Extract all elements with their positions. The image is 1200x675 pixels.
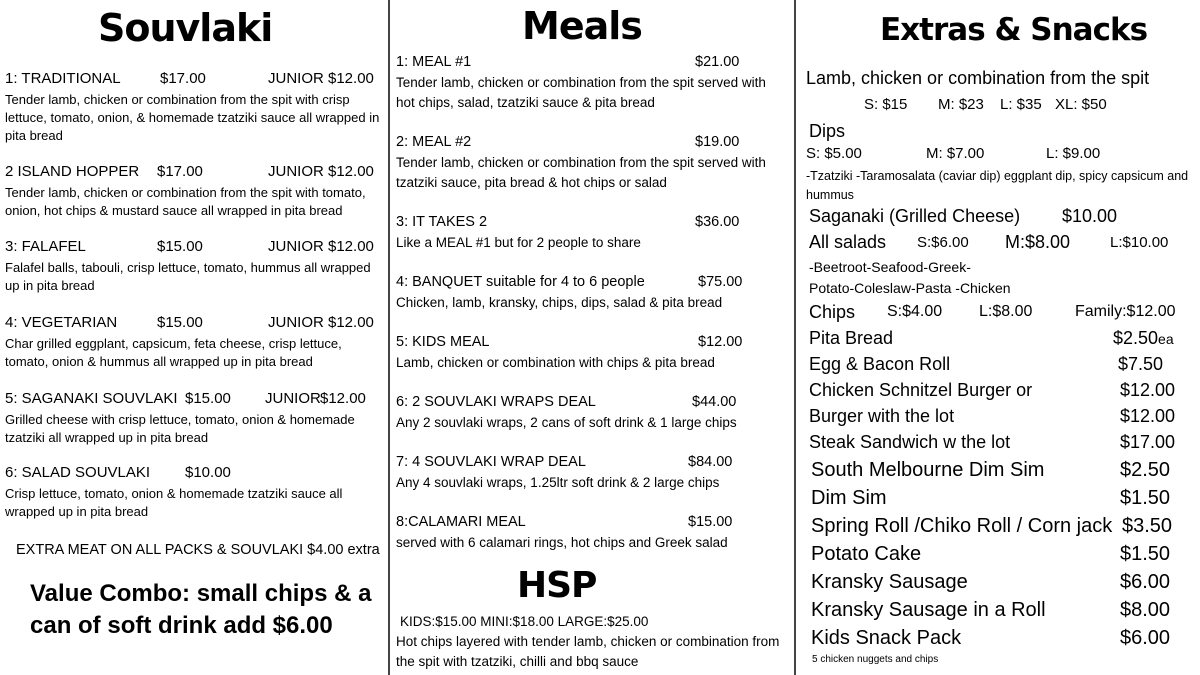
value-combo-line-1: Value Combo: small chips & a [30,580,372,607]
snack-item-price: $12.00 [1120,380,1176,400]
souvlaki-item-price: $15.00 [157,314,203,331]
meal-item-desc: served with 6 calamari rings, hot chips and Greek salad [396,535,728,550]
hsp-desc-line-1: Hot chips layered with tender lamb, chicken or combination from [396,634,780,649]
chips-family: Family:$12.00 [1075,303,1176,320]
snack-item-price: $1.50 [1120,543,1171,565]
saganaki-name: Saganaki (Grilled Cheese) [809,206,1021,226]
spit-size-xl: XL: $50 [1055,96,1107,113]
spit-size-l: L: $35 [1000,96,1042,113]
snack-item-name: Spring Roll /Chiko Roll / Corn jack [811,515,1113,537]
spit-size-s: S: $15 [864,96,908,113]
salads-list-line-1: -Beetroot-Seafood-Greek- [809,259,971,275]
hsp-heading: HSP [517,565,597,606]
souvlaki-item-name: 5: SAGANAKI SOUVLAKI [5,390,178,407]
meal-item-price: $36.00 [695,214,740,230]
meal-item-name: 5: KIDS MEAL [396,334,490,350]
meal-item-name: 1: MEAL #1 [396,54,472,70]
meal-item-desc: Tender lamb, chicken or combination from the spit served with tzatziki sauce, pita bread & hot chips or salad [396,155,766,190]
salads-m: M:$8.00 [1005,232,1071,252]
snack-item-name: Kransky Sausage [811,571,968,593]
souvlaki-item-junior-price: $12.00 [328,238,374,255]
souvlaki-item-junior-label: JUNIOR [268,163,324,180]
souvlaki-item-junior-label: JUNIOR [265,390,321,407]
snack-item-price: $17.00 [1120,432,1176,452]
kids-pack-note: 5 chicken nuggets and chips [812,654,939,665]
meals-heading: Meals [522,4,642,48]
snack-item-price: $2.50 [1120,459,1171,481]
snack-item-name: Kids Snack Pack [811,627,962,649]
extra-meat-note: EXTRA MEAT ON ALL PACKS & SOUVLAKI $4.00 extra [16,542,380,558]
meal-item-desc: Any 2 souvlaki wraps, 2 cans of soft drink & 1 large chips [396,415,737,430]
dips-size-m: M: $7.00 [926,145,985,162]
meal-item-desc: Chicken, lamb, kransky, chips, dips, salad & pita bread [396,295,723,310]
salads-name: All salads [809,232,887,252]
snack-item-price: $8.00 [1120,599,1171,621]
meal-item-price: $19.00 [695,134,740,150]
salads-s: S:$6.00 [917,234,969,251]
snack-item-price: $1.50 [1120,487,1171,509]
meal-item-name: 7: 4 SOUVLAKI WRAP DEAL [396,454,586,470]
meal-item-price: $15.00 [688,514,733,530]
hsp-desc-line-2: the spit with tzatziki, chilli and bbq sauce [396,654,639,669]
spit-line: Lamb, chicken or combination from the spit [806,68,1150,88]
saganaki-price: $10.00 [1062,206,1118,226]
snack-item-name: Dim Sim [811,487,887,509]
meal-item-price: $21.00 [695,54,740,70]
souvlaki-item-desc: Falafel balls, tabouli, crisp lettuce, tomato, hummus all wrapped up in pita bread [5,260,371,293]
souvlaki-item-name: 1: TRADITIONAL [5,70,121,87]
snack-item-name: Steak Sandwich w the lot [809,432,1011,452]
souvlaki-item-price: $15.00 [157,238,203,255]
dips-size-s: S: $5.00 [806,145,862,162]
meal-item-price: $84.00 [688,454,733,470]
souvlaki-item-price: $15.00 [185,390,231,407]
hsp-sizes: KIDS:$15.00 MINI:$18.00 LARGE:$25.00 [400,614,649,629]
meal-item-name: 6: 2 SOUVLAKI WRAPS DEAL [396,394,596,410]
snack-item-name: Chicken Schnitzel Burger or [809,380,1033,400]
snack-item-name: Egg & Bacon Roll [809,354,951,374]
chips-name: Chips [809,302,856,322]
meal-item-desc: Any 4 souvlaki wraps, 1.25ltr soft drink & 2 large chips [396,475,720,490]
souvlaki-item-junior-label: JUNIOR [268,70,324,87]
snack-item-name: Kransky Sausage in a Roll [811,599,1046,621]
snack-item-price: $6.00 [1120,571,1171,593]
souvlaki-item-name: 4: VEGETARIAN [5,314,118,331]
souvlaki-item-junior-label: JUNIOR [268,238,324,255]
souvlaki-item-price: $10.00 [185,464,231,481]
snack-item-name: Burger with the lot [809,406,955,426]
dips-label: Dips [809,121,846,141]
spit-size-m: M: $23 [938,96,984,113]
chips-l: L:$8.00 [979,303,1033,320]
dips-desc-line-1: -Tzatziki -Taramosalata (caviar dip) eggplant dip, spicy capsicum and [806,169,1189,183]
snack-item-price: $12.00 [1120,406,1176,426]
meal-item-desc: Lamb, chicken or combination with chips & pita bread [396,355,715,370]
meal-item-name: 8:CALAMARI MEAL [396,514,526,530]
meal-item-desc: Tender lamb, chicken or combination from the spit served with hot chips, salad, tzatziki sauce & pita bread [396,75,766,110]
chips-s: S:$4.00 [887,303,943,320]
souvlaki-item-junior-price: $12.00 [328,163,374,180]
salads-list-line-2: Potato-Coleslaw-Pasta -Chicken [809,280,1011,296]
snack-item-price: $6.00 [1120,627,1171,649]
dips-desc-line-2: hummus [806,188,854,202]
pita-price-unit: ea [1158,331,1174,347]
column-divider-left [388,0,390,675]
souvlaki-item-name: 2 ISLAND HOPPER [5,163,140,180]
souvlaki-item-junior-label: JUNIOR [268,314,324,331]
dips-size-l: L: $9.00 [1046,145,1101,162]
souvlaki-item-desc: Grilled cheese with crisp lettuce, tomato, onion & homemade tzatziki all wrapped up in pita bread [5,412,355,445]
pita-price-value: $2.50 [1113,328,1159,348]
meal-item-price: $44.00 [692,394,737,410]
souvlaki-item-price: $17.00 [157,163,203,180]
snack-item-price: $7.50 [1118,354,1164,374]
meal-item-desc: Like a MEAL #1 but for 2 people to share [396,235,641,250]
meal-item-name: 4: BANQUET suitable for 4 to 6 people [396,274,645,290]
extras-heading: Extras & Snacks [880,12,1148,48]
value-combo-line-2: can of soft drink add $6.00 [30,612,333,639]
souvlaki-item-junior-price: $12.00 [320,390,366,407]
souvlaki-item-desc: Crisp lettuce, tomato, onion & homemade tzatziki sauce all wrapped up in pita bread [5,486,343,519]
souvlaki-item-desc: Char grilled eggplant, capsicum, feta cheese, crisp lettuce, tomato, onion & hummus all wrapped up in pita bread [5,336,342,369]
souvlaki-item-desc: Tender lamb, chicken or combination from the spit with crisp lettuce, tomato, onion, & homemade tzatziki sauce all wrapped in pita bread [5,92,380,143]
souvlaki-item-desc: Tender lamb, chicken or combination from the spit with tomato, onion, hot chips & mustard sauce all wrapped in pita bread [5,185,366,218]
souvlaki-item-junior-price: $12.00 [328,314,374,331]
meal-item-price: $12.00 [698,334,743,350]
pita-name: Pita Bread [809,328,894,348]
meal-item-price: $75.00 [698,274,743,290]
souvlaki-item-name: 6: SALAD SOUVLAKI [5,464,151,481]
souvlaki-item-name: 3: FALAFEL [5,238,86,255]
pita-price [1113,327,1174,350]
souvlaki-heading: Souvlaki [98,6,273,50]
souvlaki-item-price: $17.00 [160,70,206,87]
meal-item-name: 2: MEAL #2 [396,134,472,150]
snack-item-price: $3.50 [1122,515,1173,537]
column-divider-right [794,0,796,675]
souvlaki-item-junior-price: $12.00 [328,70,374,87]
snack-item-name: Potato Cake [811,543,922,565]
salads-l: L:$10.00 [1110,234,1169,251]
meal-item-name: 3: IT TAKES 2 [396,214,488,230]
snack-item-name: South Melbourne Dim Sim [811,459,1045,481]
